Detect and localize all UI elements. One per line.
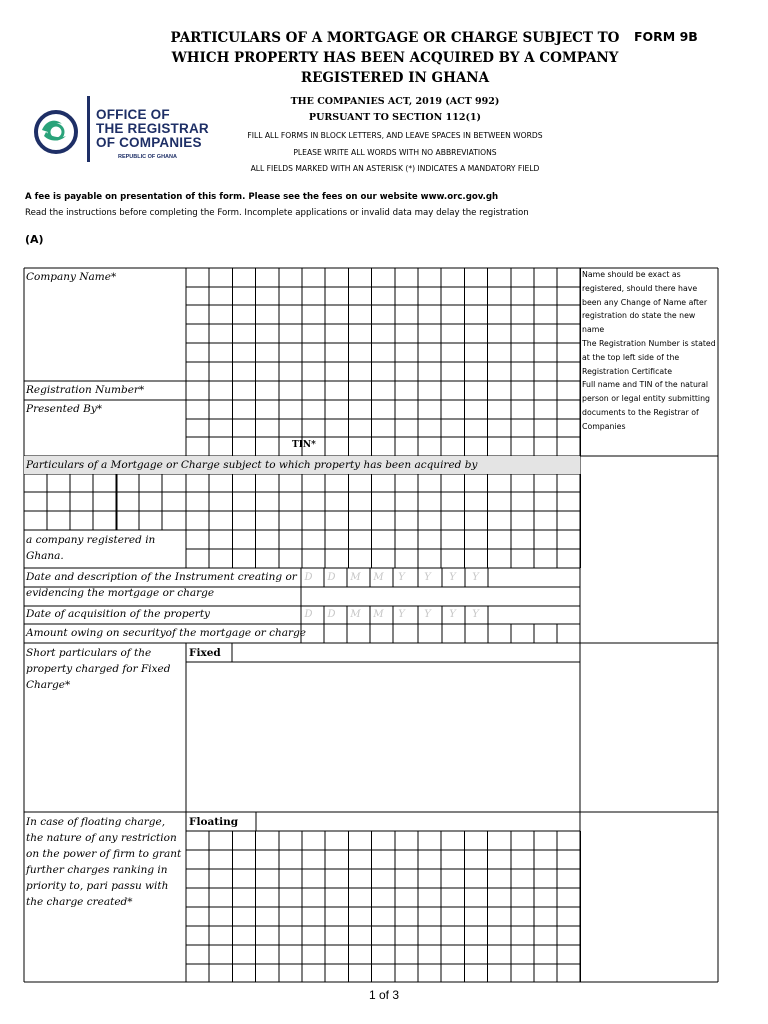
- act-title: THE COMPANIES ACT, 2019 (ACT 992): [290, 96, 500, 107]
- page-number: 1 of 3: [368, 988, 400, 1002]
- date-digit-placeholder: D: [304, 609, 313, 620]
- date-description-label: Date and description of the Instrument creating or evidencing the mortgage or charge: [26, 571, 297, 599]
- form-title: PARTICULARS OF A MORTGAGE OR CHARGE SUBJECT TO WHICH PROPERTY HAS BEEN ACQUIRED BY A COMPANY REGISTERED IN GHANA: [170, 30, 620, 86]
- date-digit-placeholder: Y: [424, 572, 431, 583]
- floating-charge-label: In case of floating charge, the nature of any restriction on the power of firm to grant further charges ranking in priority to, pari passu with the charge created*: [26, 816, 182, 908]
- date-digit-placeholder: D: [304, 572, 313, 583]
- side-note: Name should be exact as registered, should there have been any Change of Name after registration do state the new name The Registration Number is stated at the top left side of the Registration Certificate Full name and TIN of the natural person or legal entity submitting documents to the Registrar of Companies: [582, 270, 716, 431]
- registered-in-label: a company registered in Ghana.: [26, 534, 156, 562]
- read-notice: Read the instructions before completing the Form. Incomplete applications or invalid data may delay the registration: [25, 208, 529, 218]
- fixed-label: Fixed: [189, 647, 221, 659]
- amount-owing-label: Amount owing on securityof the mortgage or charge: [26, 627, 307, 639]
- instruction-line: FILL ALL FORMS IN BLOCK LETTERS, AND LEAVE SPACES IN BETWEEN WORDS: [247, 131, 543, 140]
- form-number: FORM 9B: [634, 29, 698, 44]
- logo-line-2: THE REGISTRAR: [96, 121, 209, 136]
- short-particulars-label: Short particulars of the property charged for Fixed Charge*: [26, 647, 171, 691]
- date-digit-placeholder: Y: [472, 609, 479, 620]
- section-label: (A): [25, 233, 44, 246]
- date-digit-placeholder: Y: [449, 609, 456, 620]
- logo-subtitle: REPUBLIC OF GHANA: [118, 154, 177, 160]
- registration-number-label: Registration Number*: [26, 384, 145, 396]
- act-section: PURSUANT TO SECTION 112(1): [308, 112, 482, 123]
- date-digit-placeholder: Y: [424, 609, 431, 620]
- floating-label: Floating: [189, 816, 239, 828]
- date-digit-placeholder: M: [373, 572, 384, 583]
- logo-line-1: OFFICE OF: [96, 107, 170, 122]
- logo-line-3: OF COMPANIES: [96, 135, 202, 150]
- instruction-line: ALL FIELDS MARKED WITH AN ASTERISK (*) INDICATES A MANDATORY FIELD: [250, 164, 540, 173]
- date-digit-placeholder: M: [350, 609, 361, 620]
- company-name-label: Company Name*: [26, 271, 117, 283]
- tin-label: TIN*: [292, 440, 316, 450]
- date-digit-placeholder: Y: [472, 572, 479, 583]
- date-digit-placeholder: Y: [398, 572, 405, 583]
- instruction-line: PLEASE WRITE ALL WORDS WITH NO ABBREVIATIONS: [293, 147, 497, 157]
- date-digit-placeholder: D: [327, 609, 336, 620]
- date-digit-placeholder: M: [373, 609, 384, 620]
- date-digit-placeholder: Y: [398, 609, 405, 620]
- presented-by-label: Presented By*: [26, 403, 103, 415]
- fee-notice: A fee is payable on presentation of this form. Please see the fees on our website www.orc.gov.gh: [25, 192, 499, 202]
- date-digit-placeholder: D: [327, 572, 336, 583]
- particulars-header: Particulars of a Mortgage or Charge subject to which property has been acquired by: [26, 459, 478, 471]
- date-digit-placeholder: Y: [449, 572, 456, 583]
- date-acquisition-label: Date of acquisition of the property: [26, 608, 210, 620]
- date-digit-placeholder: M: [350, 572, 361, 583]
